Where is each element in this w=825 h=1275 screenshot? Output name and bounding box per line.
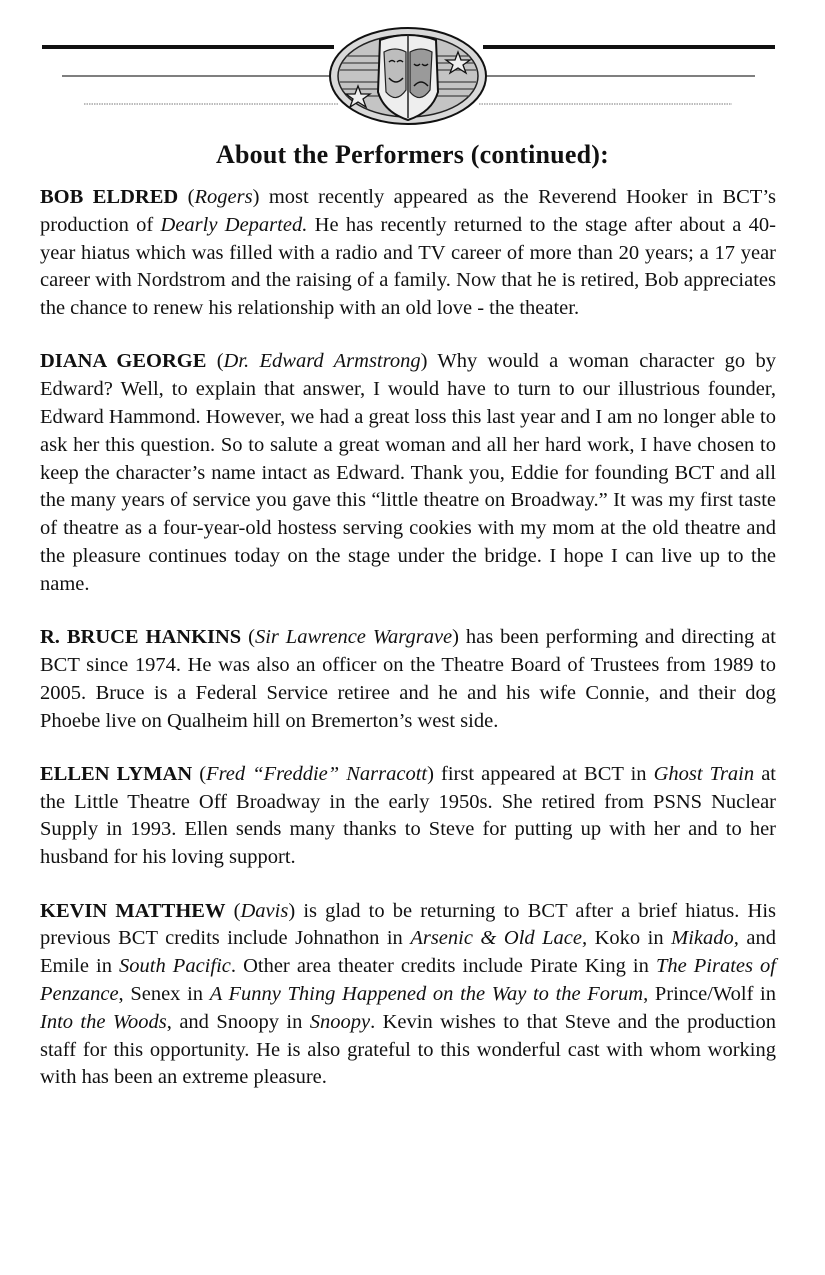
production-title: Dearly Departed. — [160, 213, 308, 236]
page-header-ornament — [0, 0, 825, 130]
performer-name: KEVIN MATTHEW — [40, 899, 226, 922]
performer-role: Rogers — [194, 186, 253, 208]
bio-text: and Emile in — [40, 927, 776, 978]
production-title: Into the Woods — [40, 1010, 167, 1033]
performer-bio: R. BRUCE HANKINS (Sir Lawrence Wargrave) has been performing and directing at BCT since 1974. He was also an officer on the Theatre Board of Trustees from 1989 to 2005. Bruce is a Federal Service retiree and he and his wife Connie, and their dog Phoebe live on Qualheim hill on Bremerton’s west side. — [40, 626, 776, 732]
production-title: South Pacific — [119, 955, 231, 978]
performer-bio: ELLEN LYMAN (Fred “Freddie” Narracott) first appeared at BCT in Ghost Train at the Little Theatre Off Broadway in the early 1950s. She retired from PSNS Nuclear Supply in 1993. Ellen sends many thanks to Steve for putting up with her and to her husband for his loving support. — [40, 762, 776, 869]
performer-name: ELLEN LYMAN — [40, 762, 193, 785]
production-title: Mikado, — [671, 927, 739, 950]
bio-text: He has recently returned to the stage after about a 40-year hiatus which was filled with a radio and TV career of more than 20 years; a 17 year career with Nordstrom and the raising of a family. Now that he is retired, Bob appreciates the chance to renew his relationship with an old love - the theater. — [40, 213, 776, 320]
bio-text: , and Snoopy in — [166, 1010, 310, 1033]
bio-text: , Prince/Wolf in — [643, 982, 777, 1005]
bio-text: . Kevin wishes to that Steve and the production staff for this opportunity. He is also grateful to this wonderful cast with whom working with has been an extreme pleasure. — [40, 1010, 776, 1089]
bio-text: , Senex in — [118, 982, 210, 1005]
theatre-masks-shield-emblem — [330, 28, 486, 124]
performer-role: Sir Lawrence Wargrave — [254, 626, 453, 649]
production-title: Snoopy — [309, 1010, 371, 1033]
performer-name: R. BRUCE HANKINS — [40, 626, 242, 649]
performer-name: DIANA GEORGE — [40, 350, 207, 373]
performer-bio: BOB ELDRED (Rogers) most recently appeared as the Reverend Hooker in BCT’s production of Dearly Departed. He has recently returned to the stage after about a 40-year hiatus which was filled with a radio and TV career of more than 20 years; a 17 year career with Nordstrom and the raising of a family. Now that he is retired, Bob appreciates the chance to renew his relationship with an old love - the theater. — [40, 186, 776, 320]
performer-role: Fred “Freddie” Narracott — [206, 762, 428, 785]
performer-bios — [40, 184, 776, 1118]
bio-text: has been performing and directing at BCT since 1974. He was also an officer on the Theatre Board of Trustees from 1989 to 2005. Bruce is a Federal Service retiree and he and his wife Connie, and their dog Phoebe live on Qualheim hill on Bremerton’s west side. — [40, 626, 776, 732]
performer-bio: DIANA GEORGE (Dr. Edward Armstrong) Why would a woman character go by Edward? Well, to explain that answer, I would have to turn to our illustrious founder, Edward Hammond. However, we had a great loss this last year and I am no longer able to ask her this question. So to salute a great woman and all her hard work, I have chosen to keep the character’s name intact as Edward. Thank you, Eddie for founding BCT and all the many years of service you gave this “little theatre on Broadway.” It was my first taste of theatre as a four-year-old hostess serving cookies with my mom at the old theatre and the pleasure continues today on the stage under the bridge. I hope I can live up to the name. — [40, 350, 776, 595]
performer-role: Davis — [240, 899, 289, 922]
performer-bio: KEVIN MATTHEW (Davis) is glad to be returning to BCT after a brief hiatus. His previous BCT credits include Johnathon in Arsenic & Old Lace, Koko in Mikado, and Emile in South Pacific. Other area theater credits include Pirate King in The Pirates of Penzance, Senex in A Funny Thing Happened on the Way to the Forum, Prince/Wolf in Into the Woods, and Snoopy in Snoopy. Kevin wishes to that Steve and the production staff for this opportunity. He is also grateful to this wonderful cast with whom working with has been an extreme pleasure. — [40, 899, 777, 1089]
bio-text: first appeared at BCT in — [433, 762, 654, 785]
performer-role: Dr. Edward Armstrong — [223, 350, 421, 373]
top-rule-right — [483, 45, 775, 49]
bio-text: Why would a woman character go by Edward? Well, to explain that answer, I would have to turn to our illustrious founder, Edward Hammond. However, we had a great loss this last year and I am no longer able to ask her this question. So to salute a great woman and all her hard work, I have chosen to keep the character’s name intact as Edward. Thank you, Eddie for founding BCT and all the many years of service you gave this “little theatre on Broadway.” It was my first taste of theatre as a four-year-old hostess serving cookies with my mom at the old theatre and the pleasure continues today on the stage under the bridge. I hope I can live up to the name. — [40, 350, 776, 595]
production-title: The Pirates of Penzance — [40, 955, 776, 1005]
page-title: About the Performers (continued): — [216, 140, 609, 169]
bio-text: most recently appeared as the Reverend Hooker in BCT’s production of — [40, 186, 776, 236]
bio-text: . Other area theater credits include Pirate King in — [230, 955, 656, 978]
production-title: Ghost Train — [653, 762, 755, 785]
header-rules — [0, 0, 825, 130]
performer-name: BOB ELDRED — [40, 186, 179, 208]
production-title: Arsenic & Old Lace, — [410, 927, 588, 950]
bio-text: at the Little Theatre Off Broadway in the early 1950s. She retired from PSNS Nuclear Supply in 1993. Ellen sends many thanks to Steve for putting up with her and to her husband for his loving support. — [40, 762, 776, 869]
production-title: A Funny Thing Happened on the Way to the Forum — [209, 982, 644, 1005]
bio-text: Koko in — [587, 927, 672, 950]
bio-text: is glad to be returning to BCT after a brief hiatus. His previous BCT credits include Johnathon in — [40, 899, 777, 950]
top-rule-left — [42, 45, 334, 49]
